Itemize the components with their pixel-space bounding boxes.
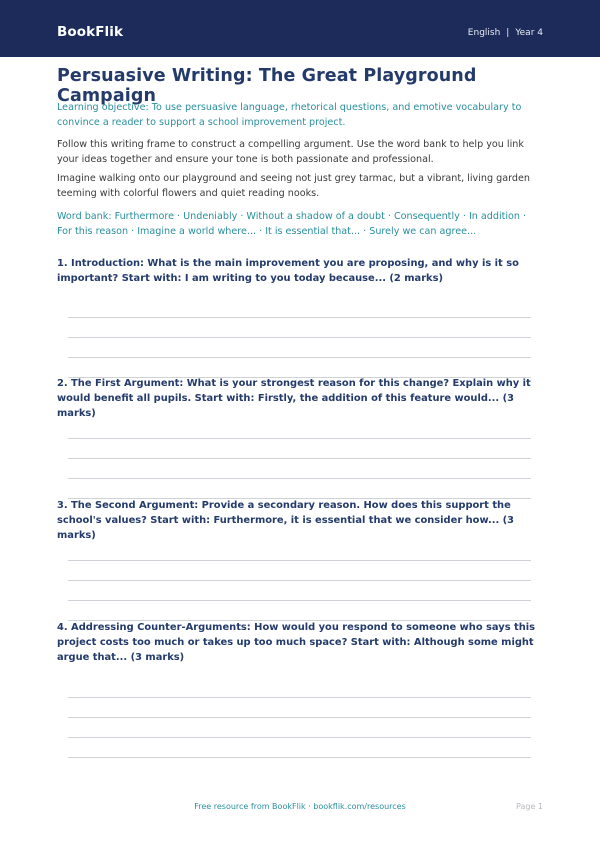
subject-year-meta	[468, 28, 543, 38]
answer-line[interactable]	[68, 317, 531, 318]
brand-logo: BookFlik	[57, 24, 124, 40]
answer-line[interactable]	[68, 560, 531, 561]
answer-line[interactable]	[68, 580, 531, 581]
answer-line[interactable]	[68, 438, 531, 439]
answer-line[interactable]	[68, 697, 531, 698]
answer-line[interactable]	[68, 737, 531, 738]
page-header	[0, 0, 600, 57]
answer-line[interactable]	[68, 478, 531, 479]
learning-objective: Learning objective: To use persuasive language, rhetorical questions, and emotive vocabulary to convince a reader to support a school improvement project.	[57, 102, 522, 128]
answer-line[interactable]	[68, 600, 531, 601]
question-4: 4. Addressing Counter-Arguments: How would you respond to someone who says this project costs too much or takes up too much space? Start with: Although some might argue that... (3 marks)	[57, 622, 536, 663]
answer-line[interactable]	[68, 337, 531, 338]
footer-credit: Free resource from BookFlik · bookflik.com/resources	[194, 802, 406, 811]
year-label: Year 4	[515, 28, 543, 38]
meta-separator: |	[506, 28, 510, 38]
answer-line[interactable]	[68, 357, 531, 358]
answer-line[interactable]	[68, 757, 531, 758]
scenario-paragraph: Imagine walking onto our playground and seeing not just grey tarmac, but a vibrant, living garden teeming with colorful flowers and quiet reading nooks.	[57, 173, 530, 199]
subject-label: English	[467, 28, 501, 38]
instructions-paragraph: Follow this writing frame to construct a compelling argument. Use the word bank to help you link your ideas together and ensure your tone is both passionate and professional.	[57, 139, 524, 165]
page-number: Page 1	[516, 802, 543, 811]
answer-line[interactable]	[68, 458, 531, 459]
question-2: 2. The First Argument: What is your strongest reason for this change? Explain why it would benefit all pupils. Start with: Firstly, the addition of this feature would... (3 marks)	[57, 378, 531, 419]
question-1: 1. Introduction: What is the main improvement you are proposing, and why is it so important? Start with: I am writing to you today because... (2 marks)	[57, 258, 519, 284]
answer-line[interactable]	[68, 717, 531, 718]
word-bank: Word bank: Furthermore · Undeniably · Without a shadow of a doubt · Consequently · In addition · For this reason · Imagine a world where... · It is essential that... · Surely we can agree...	[57, 211, 527, 237]
question-3: 3. The Second Argument: Provide a secondary reason. How does this support the school's values? Start with: Furthermore, it is essential that we consider how... (3 marks)	[57, 500, 515, 541]
worksheet-title: Persuasive Writing: The Great Playground Campaign	[57, 66, 477, 106]
